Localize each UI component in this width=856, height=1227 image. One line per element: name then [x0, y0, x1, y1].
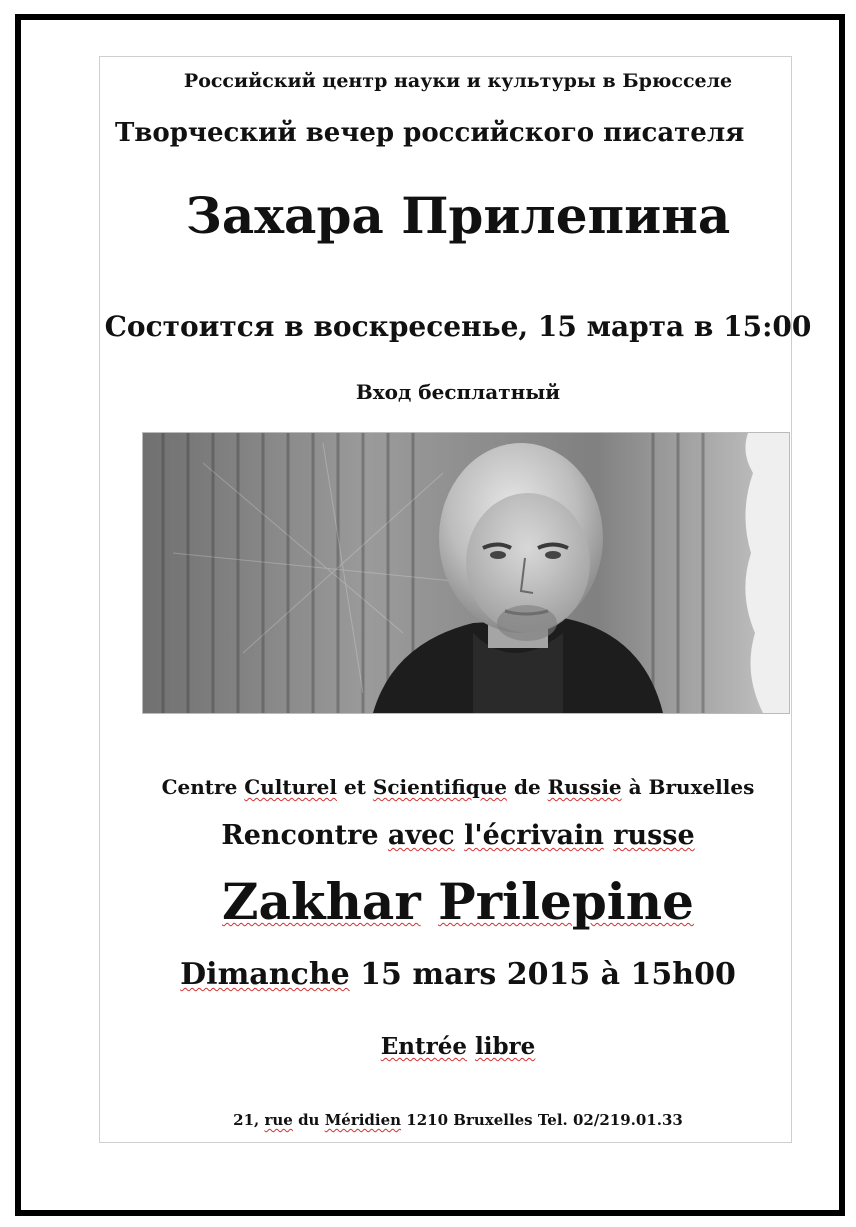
portrait-photo-image	[143, 433, 789, 713]
ru-event-date: Состоится в воскресенье, 15 марта в 15:00	[104, 310, 812, 343]
fr-subtitle: Rencontre avec l'écrivain russe	[221, 820, 695, 851]
ru-subtitle: Творческий вечер российского писателя	[115, 118, 745, 148]
fr-entry-free: Entrée libre	[380, 1033, 536, 1060]
ru-writer-name: Захара Прилепина	[185, 186, 731, 245]
ru-entry-free: Вход бесплатный	[355, 380, 561, 404]
fr-organization: Centre Culturel et Scientifique de Russie à Bruxelles	[161, 775, 755, 799]
portrait-photo	[142, 432, 790, 714]
fr-address: 21, rue du Méridien 1210 Bruxelles Tel. 02/219.01.33	[233, 1111, 683, 1129]
fr-event-date: Dimanche 15 mars 2015 à 15h00	[180, 957, 736, 992]
fr-writer-name: Zakhar Prilepine	[222, 872, 694, 931]
ru-organization: Российский центр науки и культуры в Брюсселе	[183, 70, 733, 92]
